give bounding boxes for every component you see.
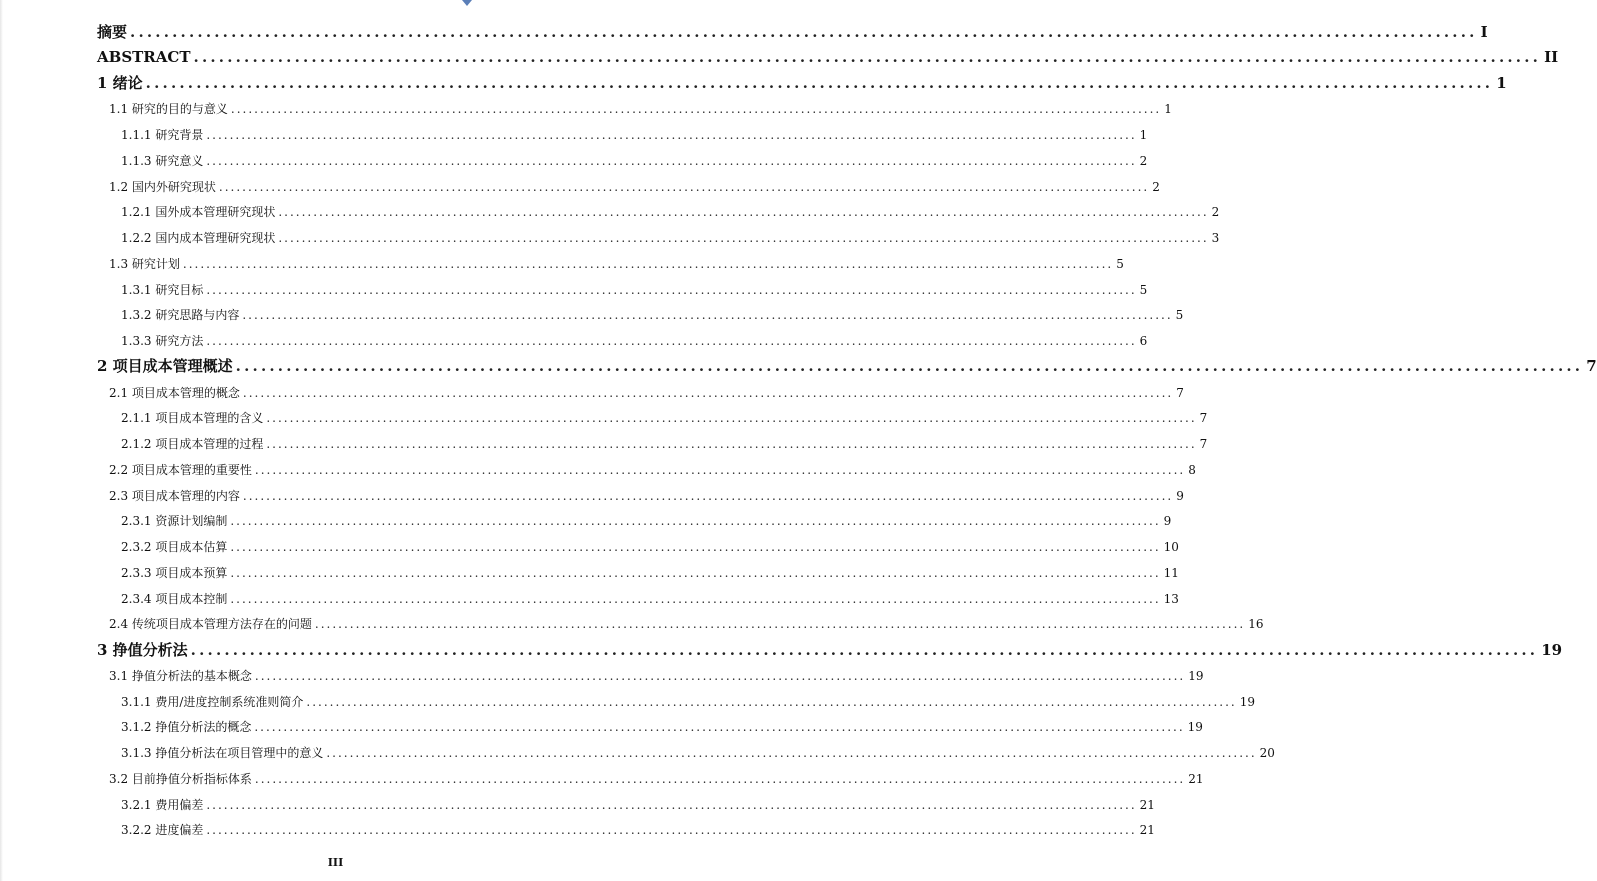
- page-number: III: [327, 856, 344, 869]
- toc-entry-page: 8: [1188, 462, 1196, 477]
- toc-entry-title: 1.2 国内外研究现状: [109, 179, 216, 194]
- toc-entry[interactable]: [109, 385, 1184, 400]
- toc-entry[interactable]: [121, 540, 1179, 554]
- toc-entry-page: 7: [1586, 357, 1597, 376]
- toc-entry[interactable]: [97, 74, 1507, 92]
- toc-leader-dots: ................................................................................................................................................................: [242, 488, 1174, 503]
- toc-entry-title: 1.3.1 研究目标: [121, 282, 204, 297]
- toc-entry-title: 2.1.1 项目成本管理的含义: [121, 411, 264, 426]
- toc-entry-page: II: [1544, 48, 1559, 67]
- toc-entry-page: 7: [1199, 437, 1208, 451]
- toc-entry-page: 1: [1496, 74, 1507, 92]
- toc-entry-title: 3.2.1 费用偏差: [121, 797, 204, 812]
- toc-entry[interactable]: [109, 102, 1172, 117]
- toc-entry-page: 3: [1211, 231, 1220, 245]
- toc-entry[interactable]: [109, 256, 1124, 271]
- toc-leader-dots: ................................................................................................................................................................: [230, 591, 1161, 606]
- toc-entry-title: 2.3.3 项目成本预算: [121, 565, 228, 580]
- toc-entry-title: 1.3.2 研究思路与内容: [121, 308, 240, 323]
- toc-entry[interactable]: [121, 153, 1148, 168]
- toc-entry[interactable]: [97, 48, 1559, 67]
- toc-entry-page: 5: [1175, 308, 1184, 323]
- toc-entry-page: 11: [1163, 565, 1179, 580]
- toc-entry-title: 1.3.3 研究方法: [121, 334, 204, 348]
- toc-entry-title: 2.4 传统项目成本管理方法存在的问题: [109, 617, 312, 632]
- toc-entry-page: 13: [1163, 591, 1179, 606]
- toc-entry-page: 20: [1259, 746, 1275, 760]
- toc-entry[interactable]: [97, 22, 1488, 41]
- toc-entry-title: 摘要: [97, 22, 128, 41]
- toc-entry[interactable]: [121, 720, 1203, 735]
- toc-entry[interactable]: [109, 462, 1196, 477]
- toc-entry-page: 21: [1139, 797, 1155, 812]
- toc-entry[interactable]: [97, 357, 1597, 376]
- toc-leader-dots: ................................................................................................................................................................: [242, 308, 1173, 323]
- toc-leader-dots: ................................................................................................................................................................: [278, 205, 1209, 220]
- toc-leader-dots: ................................................................................................................................................................: [230, 540, 1161, 554]
- toc-leader-dots: ................................................................................................................................................................: [314, 617, 1246, 632]
- toc-entry[interactable]: [121, 797, 1155, 812]
- toc-leader-dots: ................................................................................................................................................................: [230, 565, 1161, 580]
- toc-leader-dots: ................................................................................................................................................................: [206, 334, 1137, 348]
- toc-entry[interactable]: [121, 411, 1208, 426]
- toc-entry[interactable]: [97, 640, 1563, 659]
- toc-entry-title: 2.2 项目成本管理的重要性: [109, 462, 252, 477]
- toc-leader-dots: ................................................................................................................................................................: [190, 640, 1539, 659]
- toc-entry-title: 3.1.1 费用/进度控制系统准则简介: [121, 694, 304, 709]
- toc-leader-dots: ................................................................................................................................................................: [254, 771, 1186, 786]
- scroll-marker-icon: [462, 0, 472, 6]
- toc-entry[interactable]: [121, 565, 1179, 580]
- toc-entry[interactable]: [121, 746, 1275, 760]
- toc-entry-title: 1.1.3 研究意义: [121, 153, 204, 168]
- toc-entry-title: 1.3 研究计划: [109, 256, 180, 271]
- toc-entry[interactable]: [121, 231, 1220, 245]
- toc-leader-dots: ................................................................................................................................................................: [130, 22, 1478, 41]
- toc-leader-dots: ................................................................................................................................................................: [230, 514, 1161, 529]
- toc-entry[interactable]: [109, 617, 1264, 632]
- toc-leader-dots: ................................................................................................................................................................: [218, 179, 1150, 194]
- toc-entry-title: 3.2.2 进度偏差: [121, 823, 204, 838]
- toc-entry[interactable]: [121, 823, 1155, 838]
- toc-entry-title: 3.1 挣值分析法的基本概念: [109, 668, 252, 683]
- toc-entry-page: 16: [1248, 617, 1264, 632]
- toc-leader-dots: ................................................................................................................................................................: [266, 411, 1197, 426]
- toc-entry-page: 1: [1139, 128, 1148, 142]
- toc-entry-title: 3 挣值分析法: [97, 640, 188, 659]
- toc-entry[interactable]: [121, 694, 1255, 709]
- toc-entry-page: 5: [1116, 256, 1124, 271]
- toc-leader-dots: ................................................................................................................................................................: [206, 282, 1137, 297]
- toc-entry-page: I: [1480, 22, 1488, 41]
- toc-entry-page: 19: [1188, 668, 1204, 683]
- toc-leader-dots: ................................................................................................................................................................: [230, 102, 1162, 117]
- toc-entry-title: 1.2.2 国内成本管理研究现状: [121, 231, 276, 245]
- toc-entry-title: 3.2 目前挣值分析指标体系: [109, 771, 252, 786]
- toc-leader-dots: ................................................................................................................................................................: [254, 720, 1185, 735]
- toc-entry-title: 1.1 研究的目的与意义: [109, 102, 228, 117]
- toc-entry-title: 3.1.3 挣值分析法在项目管理中的意义: [121, 746, 324, 760]
- page-edge-shadow: [0, 0, 3, 881]
- toc-leader-dots: ................................................................................................................................................................: [206, 823, 1137, 838]
- toc-entry-page: 19: [1187, 720, 1203, 735]
- toc-entry[interactable]: [121, 334, 1148, 348]
- toc-entry-page: 1: [1164, 102, 1172, 117]
- toc-leader-dots: ................................................................................................................................................................: [182, 256, 1114, 271]
- toc-leader-dots: ................................................................................................................................................................: [266, 437, 1197, 451]
- toc-entry[interactable]: [121, 591, 1179, 606]
- toc-entry[interactable]: [121, 282, 1148, 297]
- toc-entry-page: 2: [1152, 179, 1160, 194]
- toc-leader-dots: ................................................................................................................................................................: [193, 48, 1542, 67]
- toc-entry-title: 2.3.4 项目成本控制: [121, 591, 228, 606]
- toc-leader-dots: ................................................................................................................................................................: [206, 128, 1137, 142]
- toc-entry-page: 19: [1239, 694, 1255, 709]
- toc-entry-page: 21: [1139, 823, 1155, 838]
- toc-entry-title: 1.1.1 研究背景: [121, 128, 204, 142]
- toc-entry-title: 1 绪论: [97, 74, 143, 92]
- toc-entry-page: 19: [1541, 640, 1563, 659]
- toc-entry-title: 2.1 项目成本管理的概念: [109, 385, 240, 400]
- toc-entry-title: 2.3.2 项目成本估算: [121, 540, 228, 554]
- toc-leader-dots: ................................................................................................................................................................: [306, 694, 1237, 709]
- toc-leader-dots: ................................................................................................................................................................: [254, 462, 1186, 477]
- toc-entry-page: 10: [1163, 540, 1179, 554]
- toc-entry-title: 2.3.1 资源计划编制: [121, 514, 228, 529]
- toc-entry[interactable]: [109, 179, 1160, 194]
- toc-entry-page: 2: [1139, 153, 1148, 168]
- toc-entry-title: 2 项目成本管理概述: [97, 357, 233, 376]
- toc-entry-title: 2.3 项目成本管理的内容: [109, 488, 240, 503]
- toc-entry-title: 2.1.2 项目成本管理的过程: [121, 437, 264, 451]
- toc-entry[interactable]: [121, 308, 1184, 323]
- toc-entry-page: 2: [1211, 205, 1220, 220]
- toc-leader-dots: ................................................................................................................................................................: [235, 357, 1584, 376]
- toc-leader-dots: ................................................................................................................................................................: [278, 231, 1209, 245]
- toc-entry-title: 1.2.1 国外成本管理研究现状: [121, 205, 276, 220]
- toc-entry[interactable]: [121, 437, 1208, 451]
- toc-leader-dots: ................................................................................................................................................................: [145, 74, 1494, 92]
- toc-entry-page: 9: [1176, 488, 1184, 503]
- toc-entry-title: ABSTRACT: [97, 48, 191, 67]
- toc-entry-page: 21: [1188, 771, 1204, 786]
- toc-entry-page: 6: [1139, 334, 1148, 348]
- toc-entry[interactable]: [109, 771, 1204, 786]
- toc-entry-page: 7: [1199, 411, 1208, 426]
- toc-entry-page: 7: [1176, 385, 1184, 400]
- toc-entry[interactable]: [109, 668, 1204, 683]
- toc-leader-dots: ................................................................................................................................................................: [206, 153, 1137, 168]
- toc-entry[interactable]: [109, 488, 1184, 503]
- toc-entry[interactable]: [121, 205, 1220, 220]
- toc-leader-dots: ................................................................................................................................................................: [242, 385, 1174, 400]
- toc-entry-page: 9: [1163, 514, 1172, 529]
- toc-leader-dots: ................................................................................................................................................................: [206, 797, 1137, 812]
- toc-leader-dots: ................................................................................................................................................................: [326, 746, 1257, 760]
- toc-entry-title: 3.1.2 挣值分析法的概念: [121, 720, 252, 735]
- toc-leader-dots: ................................................................................................................................................................: [254, 668, 1186, 683]
- toc-entry[interactable]: [121, 128, 1148, 142]
- toc-entry-page: 5: [1139, 282, 1148, 297]
- toc-entry[interactable]: [121, 514, 1172, 529]
